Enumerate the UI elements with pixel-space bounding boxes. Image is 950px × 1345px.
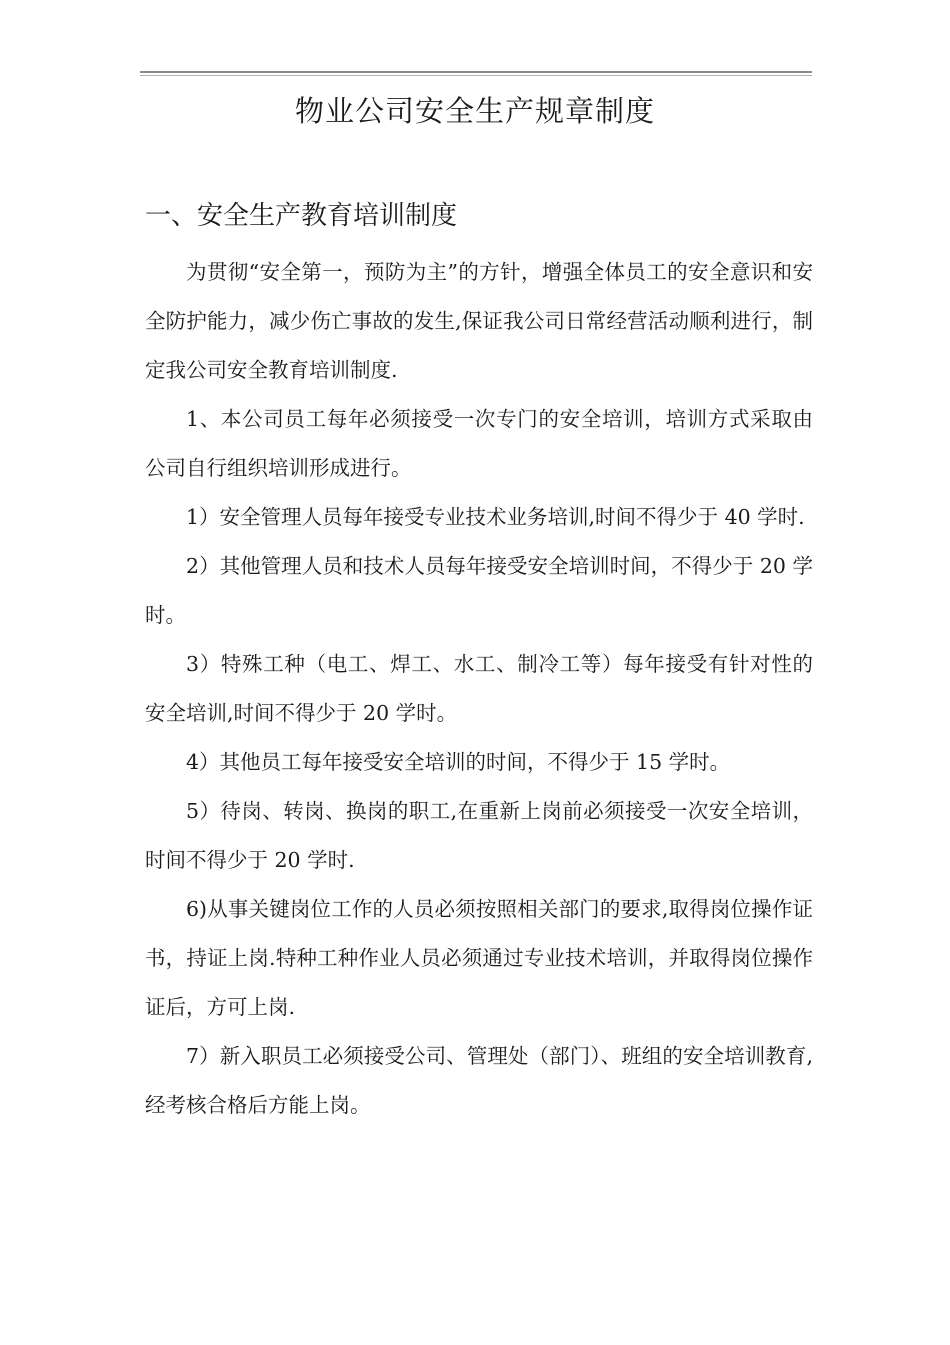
paragraph-intro: 为贯彻“安全第一，预防为主”的方针，增强全体员工的安全意识和安全防护能力，减少伤亡事故的发生,保证我公司日常经营活动顺利进行，制定我公司安全教育培训制度.: [145, 260, 813, 382]
paragraph-subitem-6: 6)从事关键岗位工作的人员必须按照相关部门的要求,取得岗位操作证书，持证上岗.特种工种作业人员必须通过专业技术培训，并取得岗位操作证后，方可上岗.: [145, 897, 813, 1019]
paragraph-subitem-3: 3）特殊工种（电工、焊工、水工、制冷工等）每年接受有针对性的安全培训,时间不得少于 20 学时。: [145, 652, 813, 725]
paragraph-subitem-2: 2）其他管理人员和技术人员每年接受安全培训时间，不得少于 20 学时。: [145, 554, 813, 627]
paragraph-subitem-5: 5）待岗、转岗、换岗的职工,在重新上岗前必须接受一次安全培训，时间不得少于 20 学时.: [145, 799, 813, 872]
paragraph-item-1: 1、本公司员工每年必须接受一次专门的安全培训，培训方式采取由公司自行组织培训形成进行。: [145, 407, 813, 480]
paragraph-subitem-4: 4）其他员工每年接受安全培训的时间，不得少于 15 学时。: [186, 750, 731, 774]
document-body: [145, 248, 813, 1130]
header-rule: [140, 71, 812, 76]
paragraph-subitem-7: 7）新入职员工必须接受公司、管理处（部门）、班组的安全培训教育,经考核合格后方能上岗。: [145, 1044, 813, 1117]
section-heading: 一、安全生产教育培训制度: [145, 201, 458, 231]
document-title: 物业公司安全生产规章制度: [294, 94, 655, 128]
paragraph-subitem-1: 1）安全管理人员每年接受专业技术业务培训,时间不得少于 40 学时.: [186, 505, 805, 529]
